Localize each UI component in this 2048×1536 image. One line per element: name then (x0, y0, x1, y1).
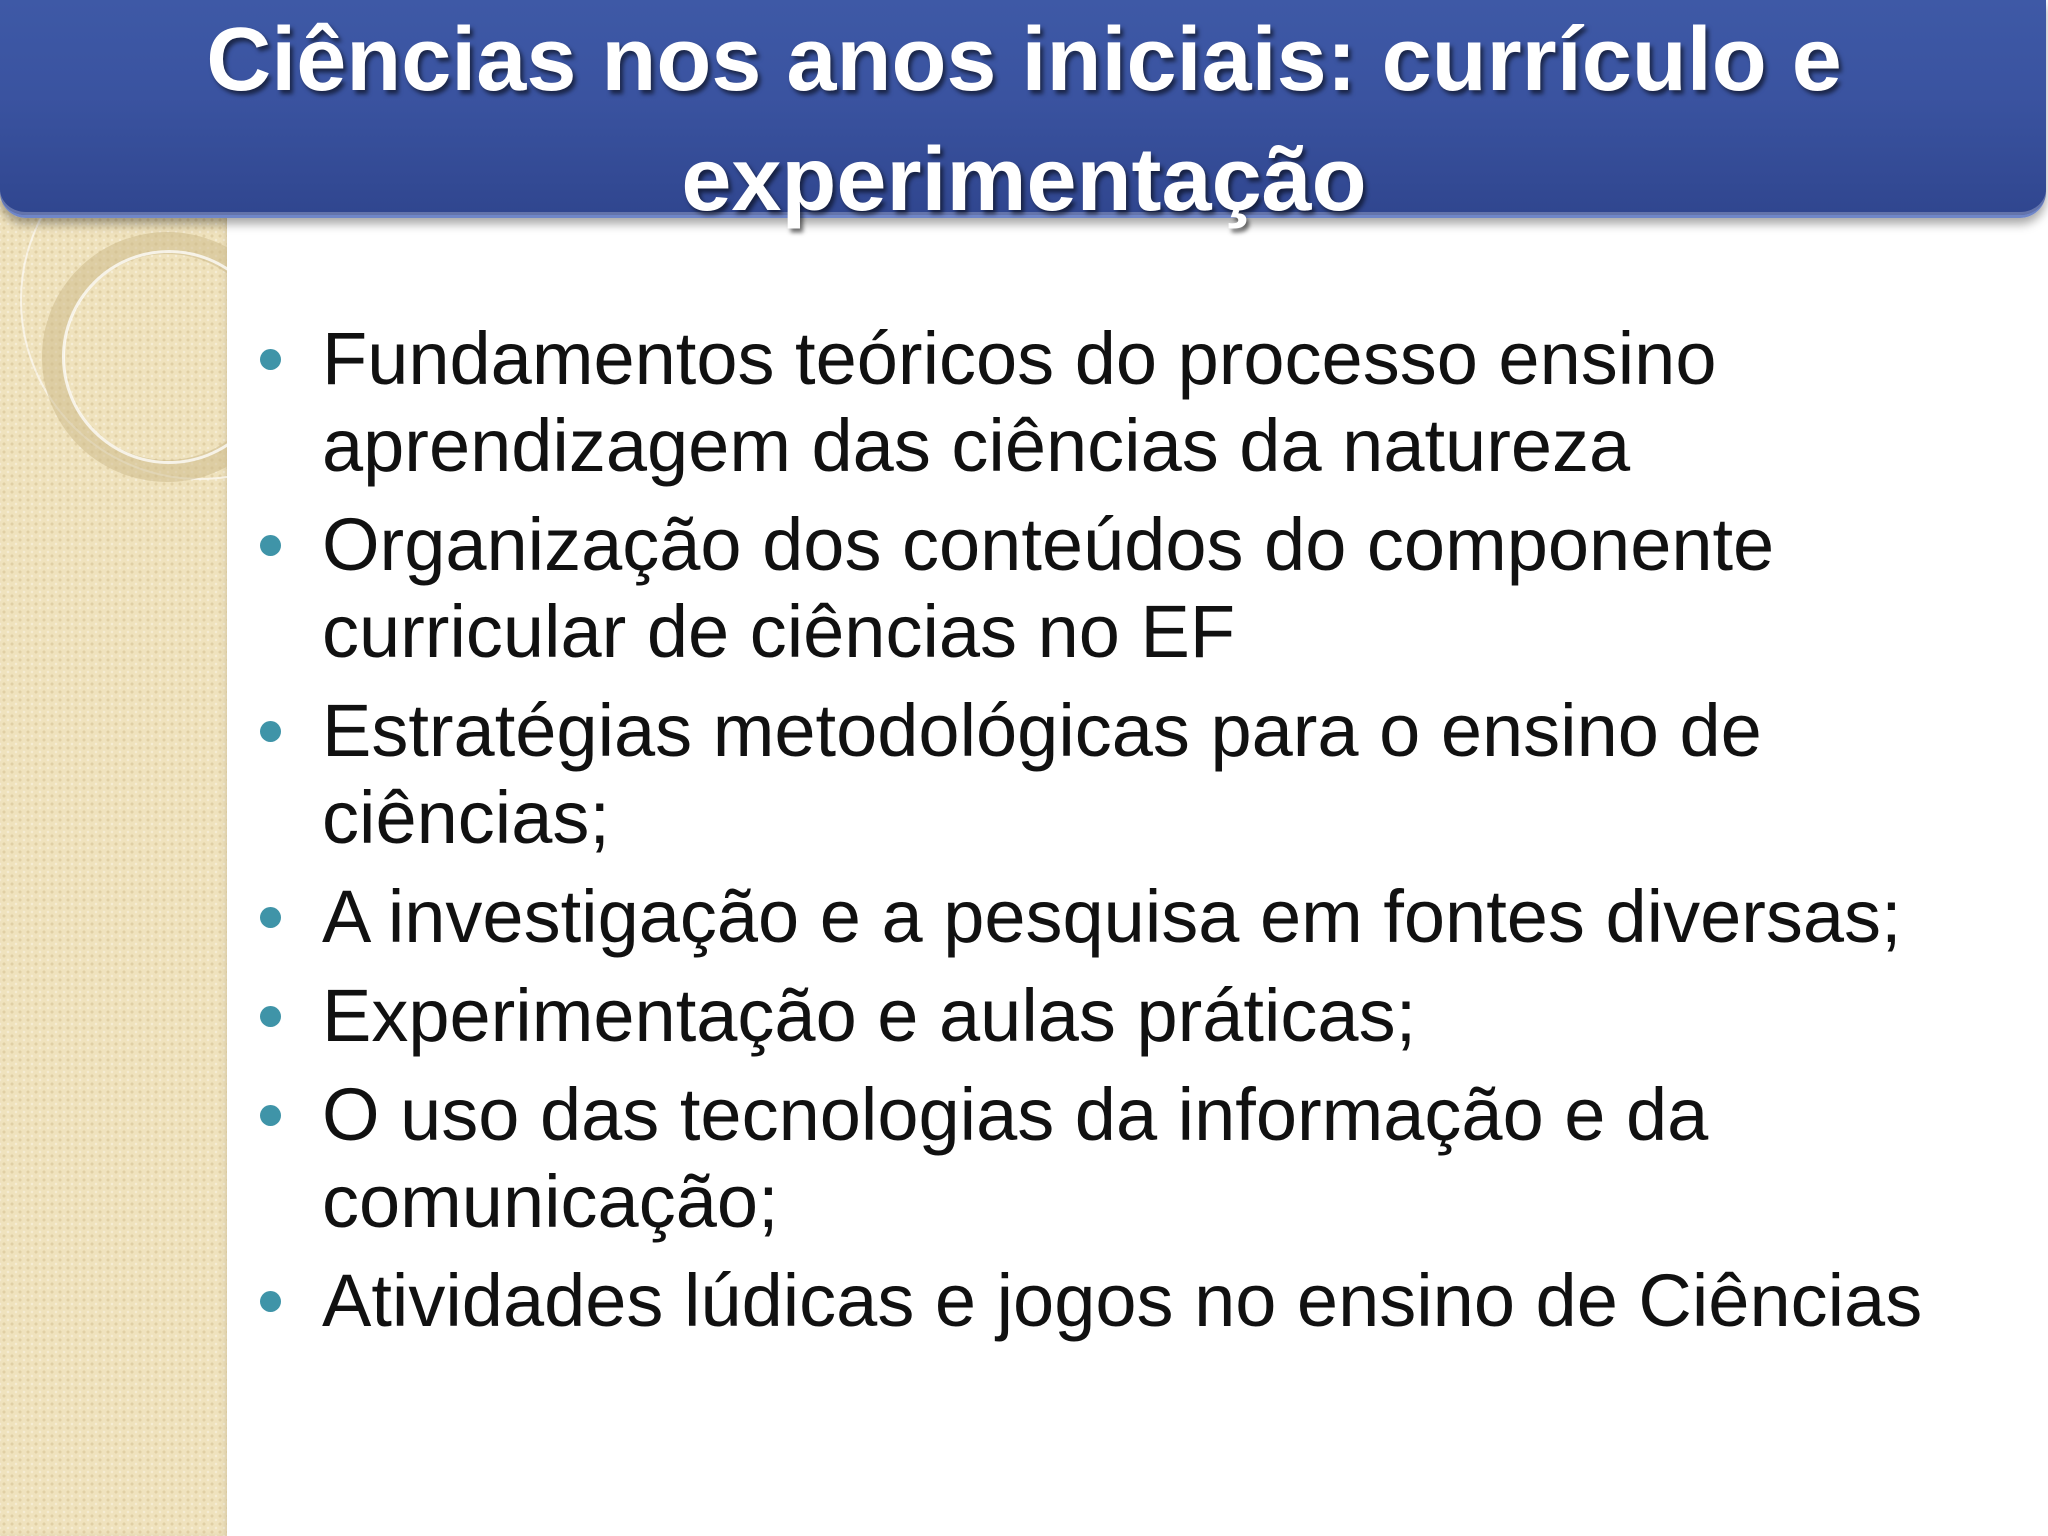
bullet-text: Experimentação e aulas práticas; (322, 974, 1417, 1057)
bullet-text: O uso das tecnologias da informação e da comunicação; (322, 1073, 1709, 1243)
slide-title: Ciências nos anos iniciais: currículo e experimentação (206, 10, 1842, 230)
bullet-dot-icon (260, 1006, 281, 1027)
bullet-dot-icon (260, 907, 281, 928)
bullet-item (260, 501, 1980, 675)
bullet-item (260, 1071, 1980, 1245)
bullet-item (260, 972, 1980, 1059)
bullet-dot-icon (260, 349, 281, 370)
bullet-text: Organização dos conteúdos do componente curricular de ciências no EF (322, 503, 1775, 673)
bullet-dot-icon (260, 721, 281, 742)
bullet-dot-icon (260, 535, 281, 556)
bullet-item (260, 687, 1980, 861)
bullet-item (260, 315, 1980, 489)
bullet-item (260, 1257, 1980, 1344)
bullet-text: Estratégias metodológicas para o ensino de ciências; (322, 689, 1762, 859)
bullet-text: A investigação e a pesquisa em fontes diversas; (322, 875, 1902, 958)
bullet-item (260, 873, 1980, 960)
bullet-text: Atividades lúdicas e jogos no ensino de Ciências (322, 1259, 1923, 1342)
bullet-dot-icon (260, 1105, 281, 1126)
bullet-text: Fundamentos teóricos do processo ensino aprendizagem das ciências da natureza (322, 317, 1717, 487)
bullet-list (260, 315, 1980, 1356)
bullet-dot-icon (260, 1291, 281, 1312)
